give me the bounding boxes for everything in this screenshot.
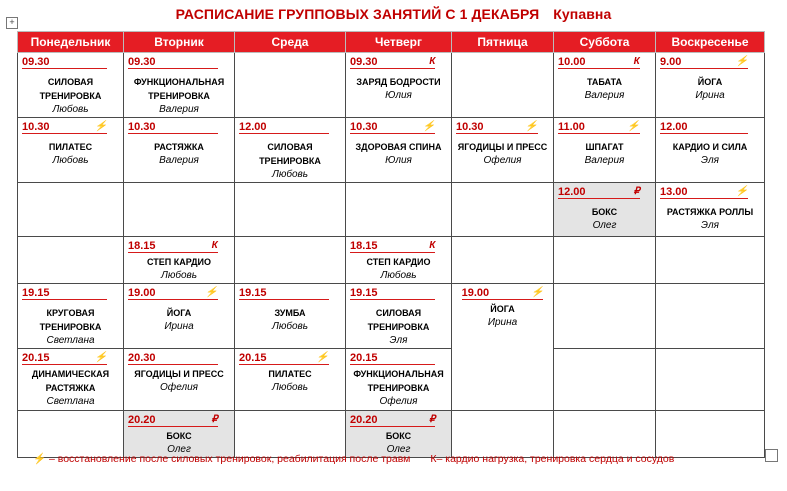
class-coach: Любовь	[380, 270, 417, 281]
class-coach: Светлана	[46, 396, 95, 407]
class-coach: Валерия	[159, 155, 199, 166]
location-name: Купавна	[553, 6, 612, 22]
class-time: 10.00	[558, 56, 586, 68]
class-mark: К	[211, 240, 218, 251]
class-time: 10.30	[456, 121, 484, 133]
day-header-wed: Среда	[235, 32, 346, 53]
class-coach: Валерия	[584, 90, 625, 101]
legend-cardio: К– кардио нагрузка, тренировка сердца и сосудов	[430, 453, 675, 465]
class-cell[interactable]	[656, 118, 765, 183]
class-time: 19.00	[461, 287, 490, 299]
class-mark: ₽	[428, 414, 436, 425]
class-time: 20.15	[350, 352, 378, 364]
day-header-sat: Суббота	[554, 32, 656, 53]
class-coach: Любовь	[160, 270, 198, 281]
class-mark: ⚡	[94, 352, 108, 363]
class-coach: Светлана	[46, 335, 95, 346]
class-name: ЗАРЯД БОДРОСТИ	[356, 77, 441, 87]
class-cell[interactable]	[554, 53, 656, 118]
class-cell[interactable]	[18, 349, 124, 411]
day-header-mon: Понедельник	[18, 32, 124, 53]
class-cell[interactable]	[124, 237, 235, 284]
empty-cell	[656, 284, 765, 349]
legend-recovery: – восстановление после силовых тренировок, реабилитация после травм	[46, 453, 411, 465]
class-time: 19.15	[22, 287, 50, 299]
class-coach: Эля	[389, 335, 408, 346]
class-name: РАСТЯЖКА	[154, 142, 204, 152]
class-mark: ⚡	[735, 56, 748, 67]
class-time: 19.00	[128, 287, 156, 299]
class-coach: Олег	[386, 444, 411, 455]
class-name: СИЛОВАЯ ТРЕНИРОВКА	[367, 308, 430, 332]
class-coach: Олег	[167, 444, 191, 455]
class-coach: Олег	[592, 220, 617, 231]
class-cell[interactable]	[18, 284, 124, 349]
class-name: ЗДОРОВАЯ СПИНА	[355, 142, 442, 152]
legend	[33, 452, 674, 465]
class-mark: ⚡	[627, 121, 640, 132]
class-mark: ⚡	[525, 121, 538, 132]
empty-cell	[554, 284, 656, 349]
class-name: ШПАГАТ	[585, 142, 624, 152]
empty-cell	[554, 411, 656, 458]
class-cell[interactable]	[124, 118, 235, 183]
class-coach: Любовь	[271, 321, 309, 332]
class-coach: Любовь	[52, 155, 89, 166]
class-name: БОКС	[385, 431, 412, 441]
class-mark: ⚡	[205, 287, 218, 298]
class-cell[interactable]	[452, 284, 554, 411]
class-coach: Валерия	[584, 155, 625, 166]
empty-cell	[554, 349, 656, 411]
class-coach: Валерия	[159, 104, 199, 115]
class-name: ЯГОДИЦЫ И ПРЕСС	[457, 142, 548, 152]
class-name: ФУНКЦИОНАЛЬНАЯ ТРЕНИРОВКА	[133, 77, 225, 101]
empty-cell	[656, 237, 765, 284]
schedule-table	[17, 31, 765, 458]
class-name: СТЕП КАРДИО	[146, 257, 212, 267]
class-cell[interactable]	[124, 53, 235, 118]
empty-cell	[346, 183, 452, 237]
class-mark: ₽	[633, 186, 640, 197]
class-cell[interactable]	[554, 118, 656, 183]
class-mark: ⚡	[735, 186, 748, 197]
class-time: 18.15	[128, 240, 156, 252]
class-cell[interactable]	[124, 411, 235, 458]
class-mark: ⚡	[422, 121, 436, 132]
class-cell[interactable]	[235, 349, 346, 411]
class-coach: Офелия	[159, 382, 199, 393]
class-time: 09.30	[128, 56, 156, 68]
class-time: 20.15	[239, 352, 267, 364]
class-mark: К	[633, 56, 640, 67]
class-cell[interactable]	[346, 118, 452, 183]
day-header-sun: Воскресенье	[656, 32, 765, 53]
class-name: БОКС	[166, 431, 192, 441]
class-mark: ⚡	[316, 352, 329, 363]
class-coach: Любовь	[271, 169, 309, 180]
class-coach: Ирина	[487, 317, 518, 328]
class-cell[interactable]	[346, 411, 452, 458]
class-coach: Ирина	[164, 321, 194, 332]
class-time: 11.00	[558, 121, 585, 133]
empty-cell	[235, 411, 346, 458]
class-cell[interactable]	[452, 118, 554, 183]
schedule-row	[18, 183, 765, 237]
empty-cell	[235, 237, 346, 284]
class-name: СИЛОВАЯ ТРЕНИРОВКА	[39, 77, 102, 101]
class-time: 10.30	[128, 121, 156, 133]
class-time: 12.00	[558, 186, 586, 198]
class-name: ДИНАМИЧЕСКАЯ РАСТЯЖКА	[31, 369, 110, 393]
class-name: ЙОГА	[166, 308, 192, 318]
resize-handle[interactable]	[765, 449, 778, 462]
class-cell[interactable]	[18, 118, 124, 183]
class-coach: Любовь	[52, 104, 89, 115]
empty-cell	[18, 411, 124, 458]
class-cell[interactable]	[656, 183, 765, 237]
class-coach: Офелия	[483, 155, 522, 166]
class-time: 10.30	[22, 121, 50, 133]
class-coach: Ирина	[695, 90, 725, 101]
day-header-thu: Четверг	[346, 32, 452, 53]
class-cell[interactable]	[124, 349, 235, 411]
class-mark: К	[429, 56, 436, 67]
class-cell[interactable]	[18, 53, 124, 118]
class-cell[interactable]	[346, 53, 452, 118]
class-name: ФУНКЦИОНАЛЬНАЯ ТРЕНИРОВКА	[353, 369, 444, 393]
class-cell[interactable]	[656, 53, 765, 118]
class-cell[interactable]	[346, 237, 452, 284]
class-time: 10.30	[350, 121, 378, 133]
class-coach: Юлия	[385, 155, 412, 166]
class-name: БОКС	[591, 207, 618, 217]
class-cell[interactable]	[235, 118, 346, 183]
class-time: 19.15	[350, 287, 378, 299]
class-name: КРУГОВАЯ ТРЕНИРОВКА	[39, 308, 102, 332]
class-mark: ⚡	[94, 121, 108, 132]
class-name: ЗУМБА	[274, 308, 306, 318]
class-time: 20.30	[128, 352, 156, 364]
class-coach: Любовь	[271, 382, 309, 393]
class-time: 20.15	[22, 352, 50, 364]
class-time: 18.15	[350, 240, 378, 252]
class-coach: Эля	[701, 220, 719, 231]
day-header-tue: Вторник	[124, 32, 235, 53]
schedule-row	[18, 237, 765, 284]
lightning-icon: ⚡	[33, 453, 47, 465]
class-name: СИЛОВАЯ ТРЕНИРОВКА	[259, 142, 321, 166]
empty-cell	[124, 183, 235, 237]
class-cell[interactable]	[235, 284, 346, 349]
empty-cell	[452, 183, 554, 237]
class-time: 20.20	[128, 414, 156, 426]
table-move-handle-icon[interactable]: +	[6, 17, 18, 29]
class-mark: ₽	[211, 414, 218, 425]
class-time: 19.15	[239, 287, 267, 299]
class-name: ПИЛАТЕС	[268, 369, 312, 379]
schedule-row	[18, 411, 765, 458]
days-header-row	[18, 32, 765, 53]
title-text: РАСПИСАНИЕ ГРУППОВЫХ ЗАНЯТИЙ С 1 ДЕКАБРЯ	[175, 6, 540, 22]
class-name: ПИЛАТЕС	[48, 142, 93, 152]
schedule-row	[18, 118, 765, 183]
class-cell[interactable]	[346, 349, 452, 411]
empty-cell	[235, 53, 346, 118]
class-mark: ⚡	[530, 287, 544, 298]
class-name: ЙОГА	[490, 304, 515, 314]
class-time: 20.20	[350, 414, 378, 426]
empty-cell	[554, 237, 656, 284]
class-coach: Эля	[701, 155, 719, 166]
class-name: РАСТЯЖКА РОЛЛЫ	[666, 207, 754, 217]
class-cell[interactable]	[124, 284, 235, 349]
empty-cell	[235, 183, 346, 237]
schedule-row	[18, 53, 765, 118]
class-time: 09.30	[22, 56, 50, 68]
class-name: СТЕП КАРДИО	[366, 257, 431, 267]
empty-cell	[18, 183, 124, 237]
class-time: 9.00	[660, 56, 682, 68]
class-mark: К	[429, 240, 436, 251]
empty-cell	[452, 411, 554, 458]
class-cell[interactable]	[554, 183, 656, 237]
class-time: 12.00	[239, 121, 267, 133]
empty-cell	[452, 53, 554, 118]
class-time: 09.30	[350, 56, 378, 68]
empty-cell	[18, 237, 124, 284]
class-coach: Юлия	[385, 90, 412, 101]
class-cell[interactable]	[346, 284, 452, 349]
day-header-fri: Пятница	[452, 32, 554, 53]
class-time: 12.00	[660, 121, 688, 133]
class-coach: Офелия	[379, 396, 418, 407]
class-time: 13.00	[660, 186, 688, 198]
empty-cell	[656, 349, 765, 411]
empty-cell	[656, 411, 765, 458]
class-name: ТАБАТА	[586, 77, 623, 87]
schedule-row	[18, 284, 765, 349]
schedule-row	[18, 349, 765, 411]
schedule-title	[0, 6, 787, 22]
class-name: ЙОГА	[697, 77, 723, 87]
class-name: КАРДИО И СИЛА	[672, 142, 748, 152]
empty-cell	[452, 237, 554, 284]
class-name: ЯГОДИЦЫ И ПРЕСС	[134, 369, 224, 379]
